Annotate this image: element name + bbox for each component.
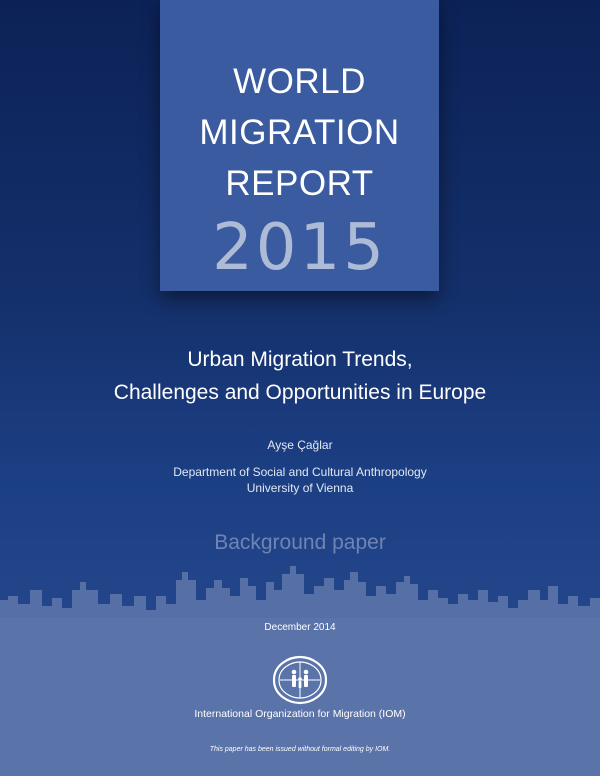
iom-logo-icon (268, 655, 332, 705)
author-name: Ayşe Çağlar (267, 438, 333, 452)
editing-disclaimer: This paper has been issued without formal editing by IOM. (209, 746, 391, 753)
report-title-box (160, 0, 439, 291)
paper-title-line: Urban Migration Trends, (187, 348, 413, 371)
report-title-line: MIGRATION (199, 113, 400, 152)
report-year: 2015 (212, 211, 387, 285)
report-title-line: WORLD (233, 62, 366, 101)
publisher-name: International Organization for Migration (IOM) (194, 708, 406, 720)
paper-title (0, 343, 600, 409)
report-title-line: REPORT (225, 164, 374, 203)
paper-title-line: Challenges and Opportunities in Europe (113, 381, 487, 404)
publication-date: December 2014 (264, 622, 336, 633)
affiliation-line: University of Vienna (246, 481, 354, 495)
affiliation-line: Department of Social and Cultural Anthropology (173, 465, 427, 479)
author-affiliation (0, 464, 600, 496)
paper-type-label: Background paper (214, 531, 386, 554)
